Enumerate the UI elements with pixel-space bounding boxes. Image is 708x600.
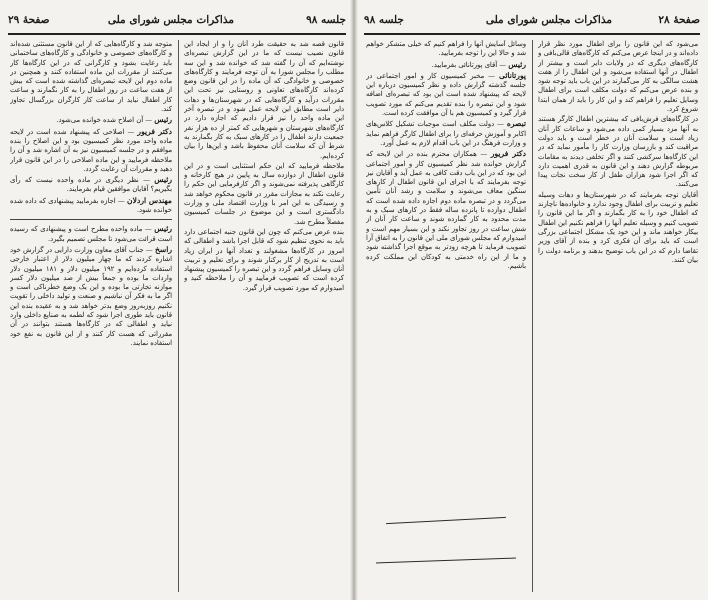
speaker-name: دکتر فریور xyxy=(137,126,172,136)
paragraph-text: اجازه بفرمایید پیشنهادی که داده شده خوانده شود. xyxy=(10,196,172,215)
paragraph xyxy=(538,115,698,189)
paragraph: مهندس اردلان — اجازه بفرمایید پیشنهادی که داده شده خوانده شود. xyxy=(10,195,172,215)
right-column-divider xyxy=(532,40,533,592)
paragraph: دکتر فریور — همکاران محترم بنده در این لایحه که گزارش خوانده شد نظر کمیسیون کار و امور اجتماعی این بود که در این باب دقت کافی به عمل آید و آقایان نیز توجه بفرمایند که با اجرای این قانون اطفال از کارهای سنگین معاف می‌شوند و سلامت و رشد آنان تأمین می‌گردد و در تبصره ماده دوم اجازه داده شده است که اطفال دوازده تا پانزده ساله فقط در کارهای سبک و به مدت محدود به کار گمارده شوند و ساعت کار آنان از شش ساعت در روز تجاوز نکند و این بسیار مهم است و امیدوارم که مجلس شورای ملی این قانون را به اتفاق آرا تصویب فرماید تا هرچه زودتر به موقع اجرا گذاشته شود و ما از این راه خدمتی به کودکان این مملکت کرده باشیم. xyxy=(366,149,526,270)
speaker-name: رئیس xyxy=(154,224,172,234)
left-page-right-column xyxy=(184,40,344,592)
paragraph-text: مخبر کمیسیون کار و امور اجتماعی در جلسه گذشته گزارش داده و نظر کمیسیون درباره این لایحه که پیشنهاد شده است این بود که تبصره‌ای اضافه شود و این تبصره را بنده تقدیم می‌کنم که مورد تصویب قرار گیرد و کمیسیون هم با آن موافقت کرده است. xyxy=(366,71,526,118)
paragraph: راسخ — جناب آقای معاون وزارت دارایی در گزارش خود اشاره کردند که ما چهار میلیون دلار از اعتبار خارجی استفاده کرده‌ایم و ۱۹۲ میلیون دلار و ۱۸۱ میلیون دلار واردات ما بوده و جمعاً بیش از صد میلیون دلار کسر موازنه تجارتی ما بوده و این یک وضع خطرناکی است و اگر ما به فکر آن نباشیم و صنعت و تولید داخلی را تقویت نکنیم روزبه‌روز وضع بدتر خواهد شد و به عقیده بنده این قانون باید طوری اجرا شود که لطمه به صنایع داخلی وارد نیاید و اطفالی که در کارگاه‌ها هستند بتوانند در آن مقرراتی که هست کار کنند و از این قانون به نفع خود استفاده نمایند. xyxy=(10,244,172,347)
paragraph: رئیس — ماده واحده مطرح است و پیشنهادی که رسیده است قرائت می‌شود تا مجلس تصمیم بگیرد. xyxy=(10,224,172,243)
speaker-name: رئیس xyxy=(154,175,172,185)
speaker-name: مهندس اردلان xyxy=(127,195,172,205)
paragraph-text: ملاحظه فرمایید که این حکم استثنایی است و در این قانون اطفال از دوازده سال به پایین در هیچ کارخانه و کارگاهی پذیرفته نمی‌شوند و اگر کارفرمایی این حکم را رعایت نکند به مجازات مقرر در قانون محکوم خواهد شد و رسیدگی به این امر با وزارت اقتصاد ملی و وزارت دادگستری است و این موضوع در جلسات کمیسیون مفصلاً مطرح شد. xyxy=(184,161,344,226)
paragraph-text: آن اصلاح شده خوانده می‌شود. xyxy=(56,116,144,125)
paragraph xyxy=(538,40,698,114)
paragraph-text: اصلاحی که پیشنهاد شده است در لایحه ماده واحد مورد نظر کمیسیون بود و این اصلاح را بنده موافقم و در جلسه کمیسیون نیز به آن اشاره شد و آن را ملاحظه فرمایید و این ماده اصلاحی را در این قانون قرار دهید و مقررات آن رعایت گردد. xyxy=(10,127,172,173)
right-header-rule xyxy=(364,33,700,35)
paragraph-text: قانون قصه شد به حقیقت طرد آنان را و از ایجاد این قانون نصیب نیست که ما در این گزارش تبصره‌ای نوشته‌ایم که آن را گفته شد که خوانده شد و این سه مطلب را مجلس شورا به آن توجه فرمایند و کارگاه‌های خصوصی و خانوادگی که آن ماده را در این قانون وضع کرده‌اند کارگاه‌های تعاونی و روستایی نیز تحت این مقررات درآید و کارگاه‌هایی که در شهرستان‌ها و دهات دایر است مطابق این لایحه عمل شود و در تبصره آخر این ماده واحد را نیز قرار دادیم که اجازه دارد در کارگاه‌های شهرستان و شهرهایی که کمتر از ده هزار نفر جمعیت دارند اطفال را در کارهای سبک به کار بگمارند به شرط آن که سلامت آنان محفوظ باشد و این‌ها را بیان کرده‌ایم. xyxy=(184,40,344,160)
paragraph-text: ماده واحده مطرح است و پیشنهادی که رسیده است قرائت می‌شود تا مجلس تصمیم بگیرد. xyxy=(10,225,172,243)
paragraph-text: در کارگاه‌های فرش‌بافی که بیشترین اطفال کارگر هستند به آنها مزد بسیار کمی داده می‌شود و ساعات کار آنان زیاد است و سلامت آنان در خطر است و باید دولت مراقبت کند و بازرسان وزارت کار را مأمور نماید که در این کارگاه‌ها سرکشی کنند و اگر تخلفی دیدند به مقامات مربوطه گزارش دهند و این قانون به قدری اهمیت دارد که اگر اجرا شود هزاران طفل از کار سخت نجات پیدا می‌کنند. xyxy=(538,115,698,189)
right-page xyxy=(356,0,708,600)
paragraph-text: نظر دیگری در ماده واحده نیست که رأی بگیریم؟ آقایان موافقین قیام بفرمایند. xyxy=(10,176,172,194)
paragraph xyxy=(184,40,344,161)
paragraph: تبصره — دولت مکلف است موجبات تشکیل کلاس‌های اکابر و آموزش حرفه‌ای را برای اطفال کارگر فراهم نماید و وزارت فرهنگ در این باب اقدام لازم به عمل آورد. xyxy=(366,119,526,147)
paragraph-text: دولت مکلف است موجبات تشکیل کلاس‌های اکابر و آموزش حرفه‌ای را برای اطفال کارگر فراهم نماید و وزارت فرهنگ در این باب اقدام لازم به عمل آورد. xyxy=(366,120,526,147)
paragraph xyxy=(538,191,698,265)
book-gutter xyxy=(350,0,358,600)
paragraph-text: می‌شود که این قانون را برای اطفال مورد نظر قرار داده‌اند و در اینجا عرض می‌کنم که کارگاه‌های قالی‌بافی و کارگاه‌های دیگری که در ولایات دایر است و بیشتر از اطفال در آنها استفاده می‌شود و این اطفال را از هفت هشت سالگی به کار می‌گمارند در این باب باید توجه شود و بنده عرض می‌کنم که دولت مکلف است برای اطفال وسایل تعلیم را فراهم کند و این کار را باید از همان ابتدا شروع کرد. xyxy=(538,40,698,114)
paragraph: دکتر فریور — اصلاحی که پیشنهاد شده است در لایحه ماده واحد مورد نظر کمیسیون بود و این اصلاح را بنده موافقم و در جلسه کمیسیون نیز به آن اشاره شد و آن را ملاحظه فرمایید و این ماده اصلاحی را در این قانون قرار دهید و مقررات آن رعایت گردد. xyxy=(10,126,172,173)
right-page-session: جلسه ۹۸ xyxy=(364,14,404,26)
paragraph-text: آقای پورتانائی بفرمایید. xyxy=(431,60,498,69)
speaker-name: رئیس xyxy=(508,59,526,69)
paragraph-text: وسائل آسایش آنها را فراهم کنیم که خیلی متشکر خواهم شد و حالا این را توجه بفرمایید. xyxy=(366,40,526,58)
paragraph xyxy=(10,40,172,114)
paragraph xyxy=(184,228,344,293)
right-page-left-column xyxy=(366,40,526,592)
paragraph-text: بنده عرض می‌کنم که چون این قانون جنبه اجتماعی دارد باید به نحوی تنظیم شود که قابل اجرا باشد و اطفالی که امروز در کارگاه‌ها مشغولند و تعداد آنها در ایران زیاد است به تدریج از کار برکنار شوند و برای تعلیم و تربیت آنان وسایل فراهم گردد و این تبصره را کمیسیون پیشنهاد کرده است که تصویب فرمایید و آن را ملاحظه کنید و امیدوارم که مورد تصویب قرار گیرد. xyxy=(184,227,344,292)
paragraph xyxy=(184,162,344,227)
left-header-rule xyxy=(8,33,346,35)
paragraph-text: متوجه شد و کارگاه‌هایی که از این قانون مستثنی شده‌اند و کارگاه‌های خصوصی و خانوادگی و کارگاه‌های ساختمانی باید رعایت بشود و کارگرانی که در این کارگاه‌ها کار می‌کنند از مقررات این ماده استفاده کنند و همچنین در ماده دوم این لایحه تبصره‌ای گذاشته شده است که بیش از هفت ساعت در روز اطفال را به کار نگمارند و ساعت کار اطفال نباید از ساعت کار کارگران بزرگسال تجاوز کند. xyxy=(10,40,172,114)
speaker-name: رئیس xyxy=(154,115,172,125)
speaker-name: دکتر فریور xyxy=(490,149,526,159)
speaker-name: تبصره xyxy=(506,119,526,129)
right-page-header xyxy=(364,14,700,32)
right-page-title: مذاکرات مجلس شورای ملی xyxy=(485,14,612,26)
paragraph-text: آقایان توجه بفرمایند که در شهرستان‌ها و دهات وسیله تعلیم و تربیت برای اطفال وجود ندارد و خانواده‌ها ناچارند که اطفال خود را به کار بگمارند و اگر ما این قانون را تصویب کنیم و وسیله تعلیم آنها را فراهم نکنیم این اطفال بیکار خواهند ماند و این خود یک مشکل اجتماعی بزرگی است که باید برای آن فکری کرد و بنده از آقای وزیر تقاضا دارم که در این باب توضیح بدهند و برنامه دولت را بیان کنند. xyxy=(538,190,698,264)
speaker-name: پورتانائی xyxy=(498,70,526,80)
left-page-header xyxy=(8,14,346,32)
paragraph xyxy=(366,40,526,59)
paragraph: رئیس — نظر دیگری در ماده واحده نیست که رأی بگیریم؟ آقایان موافقین قیام بفرمایند. xyxy=(10,175,172,194)
paragraph: رئیس — آقای پورتانائی بفرمایید. xyxy=(431,59,526,69)
left-page-left-column xyxy=(10,40,172,592)
section-divider xyxy=(10,219,172,220)
paragraph: رئیس — آن اصلاح شده خوانده می‌شود. xyxy=(56,115,172,125)
left-page-title: مذاکرات مجلس شورای ملی xyxy=(107,14,234,26)
right-page-number: صفحهٔ ۲۸ xyxy=(658,14,700,26)
left-page-number: صفحهٔ ۲۹ xyxy=(8,14,50,26)
right-page-right-column xyxy=(538,40,698,592)
paragraph-text: همکاران محترم بنده در این لایحه که گزارش خوانده شد نظر کمیسیون کار و امور اجتماعی این بود که در این باب دقت کافی به عمل آید و آقایان نیز توجه بفرمایند که با اجرای این قانون اطفال از کارهای سنگین معاف می‌شوند و سلامت و رشد آنان تأمین می‌گردد و در تبصره ماده دوم اجازه داده شده است که اطفال دوازده تا پانزده ساله فقط در کارهای سبک و به مدت محدود به کار گمارده شوند و ساعت کار آنان از شش ساعت در روز تجاوز نکند و این بسیار مهم است و امیدوارم که مجلس شورای ملی این قانون را به اتفاق آرا تصویب فرماید تا هرچه زودتر به موقع اجرا گذاشته شود و ما از این راه خدمتی به کودکان این مملکت کرده باشیم. xyxy=(366,150,526,270)
paragraph-text: جناب آقای معاون وزارت دارایی در گزارش خود اشاره کردند که ما چهار میلیون دلار از اعتبار خارجی استفاده کرده‌ایم و ۱۹۲ میلیون دلار و ۱۸۱ میلیون دلار واردات ما بوده و جمعاً بیش از صد میلیون دلار کسر موازنه تجارتی ما بوده و این یک وضع خطرناکی است و اگر ما به فکر آن نباشیم و صنعت و تولید داخلی را تقویت نکنیم روزبه‌روز وضع بدتر خواهد شد و به عقیده بنده این قانون باید طوری اجرا شود که لطمه به صنایع داخلی وارد نیاید و اطفالی که در کارگاه‌ها هستند بتوانند در آن مقرراتی که هست کار کنند و از این قانون به نفع خود استفاده نمایند. xyxy=(10,245,172,347)
left-page-session: جلسه ۹۸ xyxy=(306,14,346,26)
left-column-divider xyxy=(178,40,179,592)
speaker-name: راسخ xyxy=(154,244,172,254)
paragraph: پورتانائی — مخبر کمیسیون کار و امور اجتماعی در جلسه گذشته گزارش داده و نظر کمیسیون درباره این لایحه که پیشنهاد شده است این بود که تبصره‌ای اضافه شود و این تبصره را بنده تقدیم می‌کنم که مورد تصویب قرار گیرد و کمیسیون هم با آن موافقت کرده است. xyxy=(366,70,526,118)
